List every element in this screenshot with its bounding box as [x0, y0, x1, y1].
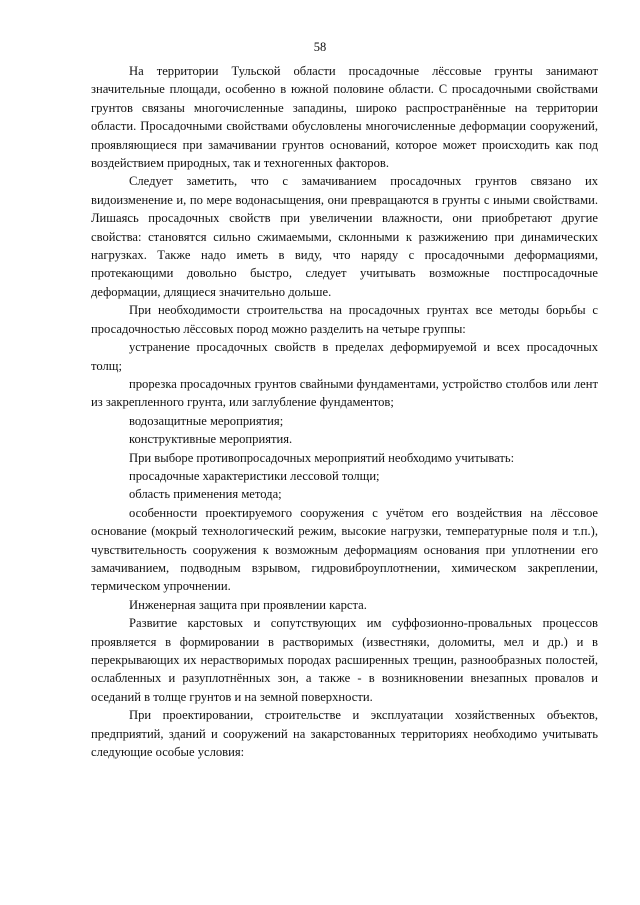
- paragraph: При выборе противопросадочных мероприятий необходимо учитывать:: [129, 450, 515, 465]
- list-item: область применения метода;: [129, 487, 282, 502]
- list-item: конструктивные мероприятия.: [129, 432, 293, 447]
- list-item: водозащитные мероприятия;: [129, 413, 284, 428]
- list-item: просадочные характеристики лессовой толщи;: [129, 468, 380, 483]
- section-heading: Инженерная защита при проявлении карста.: [129, 597, 367, 612]
- list-item: устранение просадочных свойств в пределах деформируемой и всех просадочных толщ;: [91, 340, 598, 373]
- body-text: [91, 62, 598, 761]
- paragraph: На территории Тульской области просадочные лёссовые грунты занимают значительные площади, особенно в южной половине области. С просадочными свойствами грунтов связаны многочисленные западины, широко распространённые на территории области. Просадочными свойствами обусловлены многочисленные деформации сооружений, проявляющиеся при замачивании грунтов оснований, которое может происходить как под воздействием природных, так и техногенных факторов.: [91, 64, 598, 171]
- list-item: особенности проектируемого сооружения с учётом его воздействия на лёссовое основание (мокрый технологический режим, высокие нагрузки, температурные поля и т.п.), чувствительность сооружения к возможным деформациям основания при уплотнении его замачиванием, подводным взрывом, гидровиброуплотнении, химическом закреплении, термическом упрочнении.: [91, 505, 598, 594]
- paragraph: Развитие карстовых и сопутствующих им суффозионно-провальных процессов проявляется в формировании в растворимых (известняки, доломиты, мел и др.) и в перекрывающих их нерастворимых породах расширенных трещин, разнообразных полостей, ослабленных и разуплотнённых зон, а также - в возникновении внезапных провалов и оседаний в толще грунтов и на земной поверхности.: [91, 616, 598, 704]
- paragraph: При проектировании, строительстве и эксплуатации хозяйственных объектов, предприятий, зданий и сооружений на закарстованных территориях необходимо учитывать следующие особые условия:: [91, 708, 598, 760]
- list-item: прорезка просадочных грунтов свайными фундаментами, устройство столбов или лент из закрепленного грунта, или заглубление фундаментов;: [91, 376, 598, 410]
- paragraph: Следует заметить, что с замачиванием просадочных грунтов связано их видоизменение и, по мере водонасыщения, они превращаются в грунты с иными свойствами. Лишаясь просадочных свойств при увеличении влажности, они приобретают другие свойства: становятся сильно сжимаемыми, склонными к разжижению при динамических нагрузках. Также надо иметь в виду, что наряду с просадочными деформациями, протекающими довольно быстро, следует учитывать возможные постпросадочные деформации, длящиеся значительно дольше.: [91, 174, 598, 299]
- page-number: 58: [313, 40, 327, 54]
- paragraph: При необходимости строительства на просадочных грунтах все методы борьбы с просадочностью лёссовых пород можно разделить на четыре группы:: [91, 303, 598, 336]
